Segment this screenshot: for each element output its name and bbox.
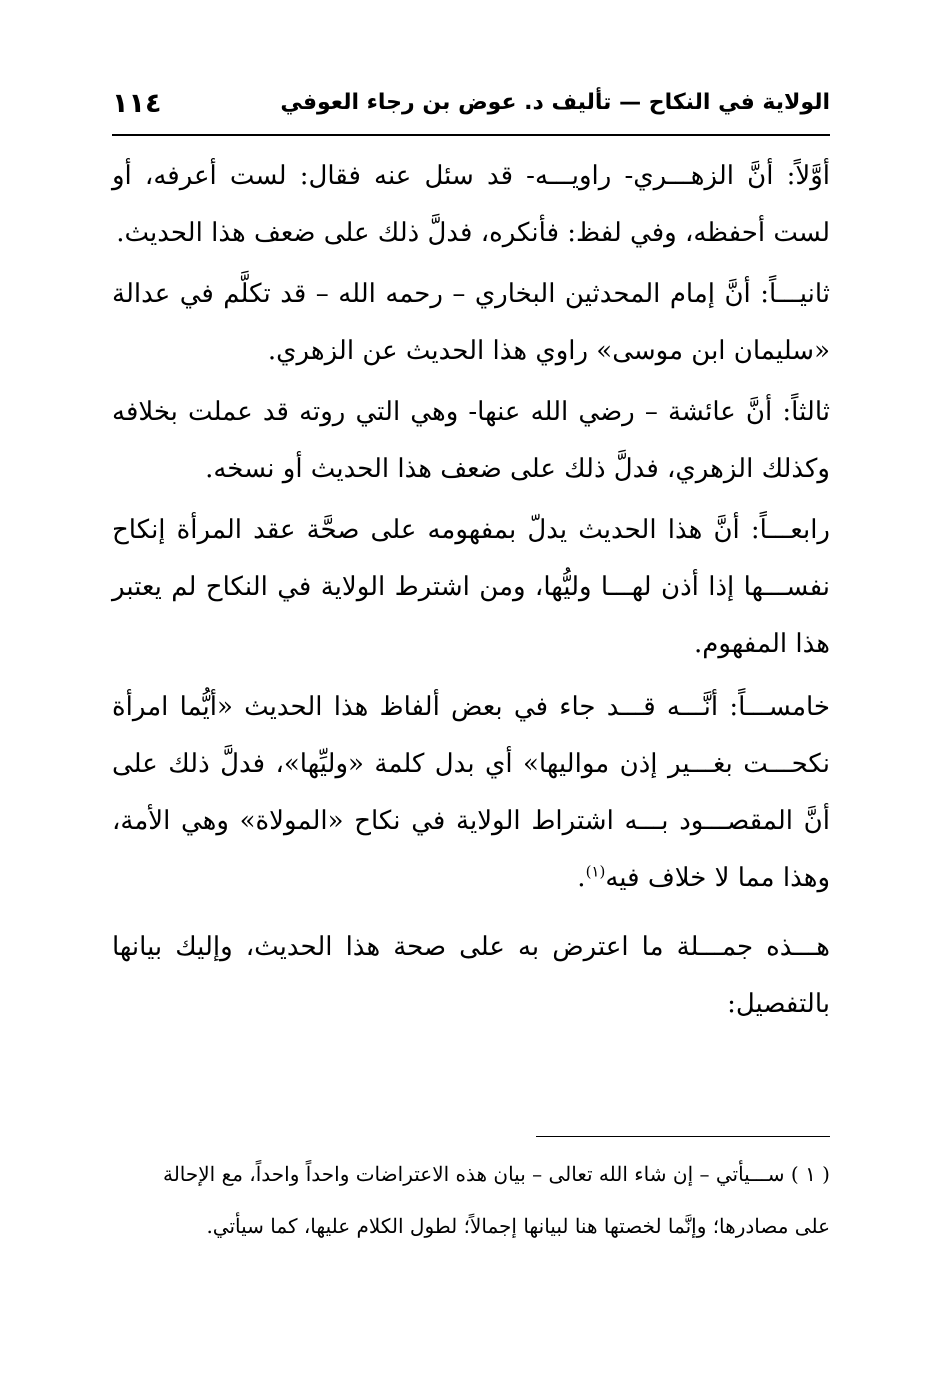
- footnote-line-2: على مصادرها؛ وإنَّما لخصتها هنا لبيانها إجمالاً؛ لطول الكلام عليها، كما سيأتي.: [206, 1214, 830, 1238]
- paragraph-fifth-objection: [112, 679, 830, 907]
- page-header: [112, 86, 830, 130]
- header-divider: [112, 134, 830, 136]
- paragraph-summary: هـــذه جمـــلة ما اعترض به على صحة هذا الحديث، وإليك بيانها بالتفصيل:: [112, 932, 830, 1019]
- main-text: [112, 148, 830, 1037]
- footnote-line-1: ( ١ ) ســـيأتي – إن شاء الله تعالى – بيان هذه الاعتراضات واحداً واحداً، مع الإحالة: [162, 1162, 830, 1186]
- paragraph-third-objection: ثالثاً: أنَّ عائشة – رضي الله عنها- وهي التي روته قد عملت بخلافه وكذلك الزهري، فدلَّ ذلك على ضعف هذا الحديث أو نسخه.: [112, 397, 830, 484]
- sentence-end: .: [577, 863, 586, 893]
- footnote-reference[interactable]: (١): [585, 862, 606, 881]
- paragraph-second-objection: ثانيـــاً: أنَّ إمام المحدثين البخاري – رحمه الله – قد تكلَّم في عدالة «سليمان ابن موسى» راوي هذا الحديث عن الزهري.: [112, 279, 830, 366]
- page-number: ١١٤: [112, 88, 162, 119]
- footnote: [112, 1148, 830, 1252]
- footnote-divider: [536, 1136, 830, 1137]
- fifth-objection-text: خامســـاً: أنَّـــه قـــد جاء في بعض ألفاظ هذا الحديث «أيُّما امرأة نكحـــت بغـــير إذن مواليها» أي بدل كلمة «وليِّها»، فدلَّ ذلك على أنَّ المقصـــود بـــه اشتراط الولاية في نكاح «المولاة» وهي الأمة، وهذا مما لا خلاف فيه: [112, 692, 830, 893]
- paragraph-first-objection: أوَّلاً: أنَّ الزهـــري- راويـــه- قد سئل عنه فقال: لست أعرفه، أو لست أحفظه، وفي لفظ: فأنكره، فدلَّ ذلك على ضعف هذا الحديث.: [112, 161, 830, 248]
- running-title: الولاية في النكاح — تأليف د. عوض بن رجاء العوفي: [280, 90, 830, 115]
- paragraph-fourth-objection: رابعـــاً: أنَّ هذا الحديث يدلّ بمفهومه على صحَّة عقد المرأة إنكاح نفســـها إذا أذن لهـــا وليُّها، ومن اشترط الولاية في النكاح لم يعتبر هذا المفهوم.: [112, 515, 830, 659]
